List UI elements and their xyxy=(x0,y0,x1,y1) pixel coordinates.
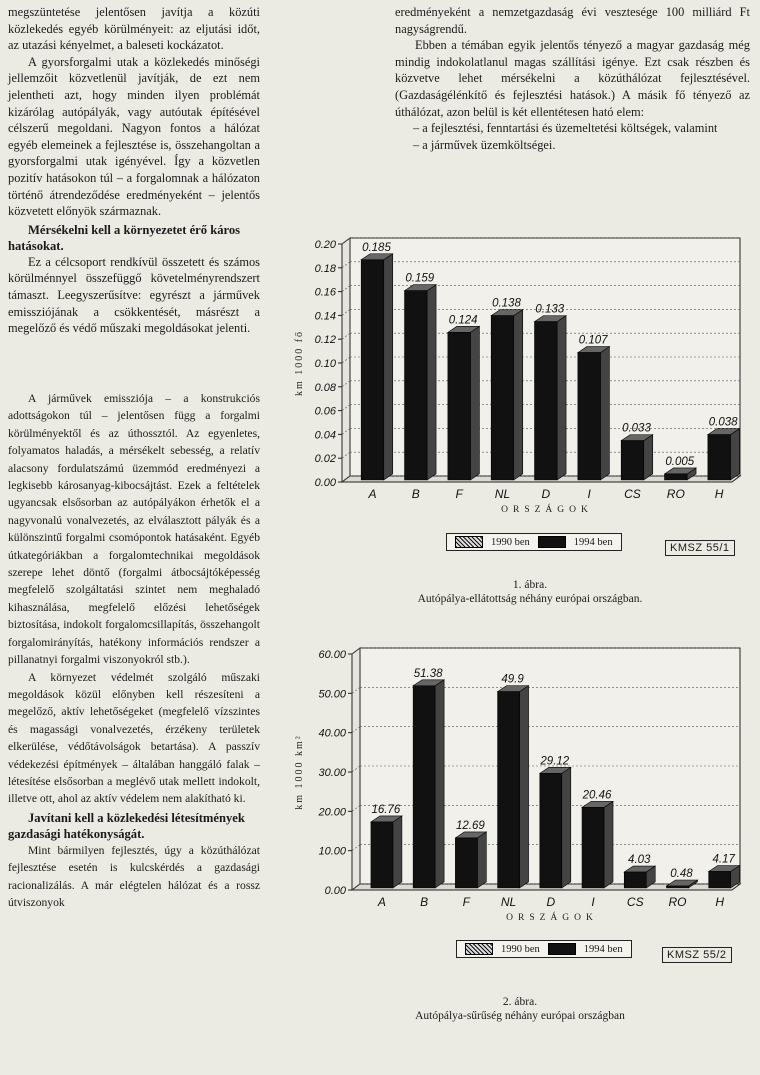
y-tick-label: 0.00 xyxy=(314,477,336,489)
bar-side xyxy=(435,680,444,888)
left-column-top xyxy=(8,4,260,337)
bar xyxy=(498,692,520,888)
figure-number: 2. ábra. xyxy=(502,996,538,1008)
bar xyxy=(582,807,604,887)
bar xyxy=(578,353,601,480)
figure-2-caption xyxy=(320,995,720,1023)
figure-title: Autópálya-sűrűség néhány európai országban xyxy=(415,1010,625,1022)
x-tick-label: I xyxy=(591,895,595,909)
x-tick-label: NL xyxy=(494,487,511,501)
legend-swatch-1990 xyxy=(465,943,493,955)
y-axis-label: km 1000 fő xyxy=(294,329,305,397)
bar-side xyxy=(477,832,486,888)
bar-side xyxy=(514,310,523,480)
bar xyxy=(455,838,477,888)
y-tick-label: 0.16 xyxy=(314,286,336,299)
y-tick-label: 0.00 xyxy=(324,885,346,897)
y-tick-label: 30.00 xyxy=(318,767,346,779)
bar xyxy=(665,474,688,480)
y-axis-label: km 1000 km² xyxy=(294,734,305,810)
data-label: 0.133 xyxy=(535,303,565,316)
x-tick-label: A xyxy=(377,895,386,909)
bar-side xyxy=(384,254,393,480)
data-label: 0.185 xyxy=(362,241,391,254)
x-tick-label: H xyxy=(714,487,724,501)
paragraph: megszüntetése jelentősen javítja a közúti közlekedés egyéb körülményeit: az eljutási időt, az utazási kényelmet, a baleseti kockázatot. xyxy=(8,5,260,53)
chart-1-legend xyxy=(446,533,622,551)
legend-swatch-1990 xyxy=(455,536,483,548)
paragraph: eredményeként a nemzetgazdaság évi vesztesége 100 milliárd Ft nagyságrendű. xyxy=(395,5,750,36)
chart-1 xyxy=(290,228,755,518)
y-tick-label: 40.00 xyxy=(318,727,346,740)
paragraph: Ez a célcsoport rendkívül összetett és számos körülménnyel összefüggő követelményrendszert támaszt. Leegyszerűsítve: egyrészt a járművek emissziójának a csökkentését, másrészt a megelőző és védő műszaki megoldásokat jelenti. xyxy=(8,254,260,336)
x-tick-label: RO xyxy=(668,895,687,909)
y-tick-label: 0.02 xyxy=(314,453,336,466)
data-label: 0.005 xyxy=(665,455,695,468)
section-heading: Javítani kell a közlekedési létesítmények gazdasági hatékonyságát. xyxy=(8,810,245,841)
right-column-text xyxy=(395,4,750,153)
legend-label-1994: 1994 ben xyxy=(573,536,613,548)
y-tick-label: 0.04 xyxy=(314,429,336,442)
y-tick-label: 0.20 xyxy=(314,239,336,251)
data-label: 29.12 xyxy=(540,755,570,768)
list-item: – a járművek üzemköltségei. xyxy=(413,137,556,152)
bar-side xyxy=(604,801,613,887)
bar-side xyxy=(600,347,609,480)
data-label: 49.9 xyxy=(501,673,524,686)
bar xyxy=(448,332,471,480)
bar xyxy=(621,441,644,480)
data-label: 20.46 xyxy=(582,789,612,802)
data-label: 0.107 xyxy=(578,334,608,347)
data-label: 4.03 xyxy=(628,854,651,867)
data-label: 4.17 xyxy=(712,853,735,866)
data-label: 0.48 xyxy=(670,868,693,881)
bar xyxy=(413,686,435,888)
data-label: 16.76 xyxy=(371,803,401,816)
legend-swatch-1994 xyxy=(538,536,566,548)
section-heading: Mérsékelni kell a környezetet érő káros hatásokat. xyxy=(8,222,241,253)
x-tick-label: B xyxy=(411,487,420,501)
bar xyxy=(540,773,562,888)
data-label: 51.38 xyxy=(413,667,443,680)
bar xyxy=(666,886,688,888)
bar xyxy=(491,316,514,480)
x-tick-label: CS xyxy=(624,487,641,501)
bar xyxy=(371,822,393,888)
bar-side xyxy=(730,429,739,480)
x-tick-label: H xyxy=(715,895,725,909)
data-label: 0.038 xyxy=(708,416,738,429)
data-label: 0.138 xyxy=(492,297,521,310)
figure-1-caption xyxy=(330,578,730,606)
x-tick-label: B xyxy=(420,895,429,909)
x-tick-label: F xyxy=(462,895,471,909)
bar-side xyxy=(557,316,566,480)
x-tick-label: D xyxy=(541,487,551,501)
y-tick-label: 0.06 xyxy=(314,405,336,418)
data-label: 0.124 xyxy=(448,314,478,327)
paragraph: A környezet védelmét szolgáló műszaki megoldások közül előnyben kell részesíteni a megelőző, aktív lehetőségeket (megfelelő vízszintes és magassági vonalvezetés, érzékeny területek elkerülése, védőtávolságok betartása). A passzív védekezési építmények – általában hanggáló falak – létesítése elsősorban a meglévő utak mellett indokolt, illetve ott, ahol az aktív védelem nem alakítható ki. xyxy=(8,670,260,806)
figure-code: KMSZ 55/2 xyxy=(662,947,732,963)
y-tick-label: 0.10 xyxy=(314,358,336,370)
x-axis-label: ORSZÁGOK xyxy=(501,505,593,515)
y-tick-label: 0.12 xyxy=(314,334,336,347)
bar-side xyxy=(644,435,653,480)
figure-title: Autópálya-ellátottság néhány európai országban. xyxy=(417,593,643,605)
bar xyxy=(535,322,558,480)
y-tick-label: 50.00 xyxy=(318,688,346,701)
x-tick-label: A xyxy=(368,487,377,501)
x-tick-label: F xyxy=(455,487,463,501)
left-column-bottom xyxy=(8,390,260,911)
x-tick-label: D xyxy=(546,895,556,909)
y-tick-label: 0.14 xyxy=(314,310,336,323)
chart-1-svg xyxy=(290,228,755,518)
y-tick-label: 20.00 xyxy=(318,806,346,819)
bullet-list xyxy=(395,120,750,153)
figure-code: KMSZ 55/1 xyxy=(665,540,735,556)
x-tick-label: CS xyxy=(626,895,644,909)
bar-side xyxy=(393,816,402,888)
y-tick-label: 0.18 xyxy=(314,262,336,275)
x-axis-label: ORSZÁGOK xyxy=(506,913,598,923)
legend-label-1994: 1994 ben xyxy=(583,943,623,955)
x-tick-label: NL xyxy=(500,895,517,909)
paragraph: A járművek emissziója – a konstrukciós adottságokon túl – jelentősen függ a forgalmi körülményektől és az úthossztól. Az egyenletes, folyamatos haladás, a mérsékelt sebesség, a relatív alacsony fordulatszámú üzemmód eredményezi a legkisebb károsanyag-kibocsájtást. Ezek a feltételek ugyancsak elsősorban az autópályákon érhetők el a nagyvonalú vonalvezetés, az elválasztott pályák és a különszintű forgalmi csomópontok hatásaként. Egyéb útkategóriákban a forgalomtechnikai megoldások szerepe lehet döntő (forgalmi átbocsájtóképesség megfelelő szolgáltatási szintet nem meghaladó kihasználása, megfelelő előzési lehetőségek biztosítása, indokolt forgalomcsillapítás, összehangolt forgalomirányítás, hatékony információs rendszer a pillanatnyi forgalmi viszonyokról stb.). xyxy=(8,392,260,667)
y-tick-label: 10.00 xyxy=(318,845,346,858)
y-tick-label: 60.00 xyxy=(318,649,346,661)
paragraph: A gyorsforgalmi utak a közlekedés minőségi jellemzőit közvetlenül javítják, de ezt nem jelentheti azt, hogy minden ilyen problémát kizárólag autópályák, vagy autóutak építésével célszerű megoldani. Nagyon fontos a hálózat egyéb elemeinek a fejlesztése is, összehangoltan a gyorsforgalmi utak igényével. Így a közvetlen pozitív hatásokon túl – a forgalomnak a hálózaton történő átrendeződése eredményeként – jelentős közvetett előnyök származnak. xyxy=(8,54,260,219)
bar xyxy=(361,260,384,480)
data-label: 0.033 xyxy=(622,422,651,435)
paragraph: Ebben a témában egyik jelentős tényező a magyar gazdaság még mindig indokolatlanul magas szállítási igénye. Ezt csak részben és közvetve lehet mérsékelni a közúthálózat fejlesztésével. (Gazdaságélénkítő és fejlesztési hatások.) A másik fő tényező az úthálózat, azon belül is két ellentétesen ható elem: xyxy=(395,38,750,119)
chart-2-svg xyxy=(290,640,755,930)
bar xyxy=(709,871,731,887)
bar-side xyxy=(427,285,436,480)
chart-2 xyxy=(290,640,755,930)
x-tick-label: I xyxy=(587,487,591,501)
data-label: 0.159 xyxy=(405,272,435,285)
chart-2-legend xyxy=(456,940,632,958)
bar xyxy=(624,872,646,888)
y-tick-label: 0.08 xyxy=(314,381,336,394)
list-item: – a fejlesztési, fenntartási és üzemeltetési költségek, valamint xyxy=(413,121,718,136)
legend-swatch-1994 xyxy=(548,943,576,955)
bar-side xyxy=(562,767,571,888)
legend-label-1990: 1990 ben xyxy=(491,536,530,548)
data-label: 12.69 xyxy=(455,819,485,832)
x-tick-label: RO xyxy=(666,487,685,501)
figure-number: 1. ábra. xyxy=(512,579,548,591)
bar xyxy=(405,291,428,480)
bar-side xyxy=(520,686,529,888)
paragraph: Mint bármilyen fejlesztés, úgy a közúthálózat fejlesztése esetén is kulcskérdés a gazdasági racionalizálás. A már elégtelen hálózat és a rossz útviszonyok xyxy=(8,843,260,909)
bar-side xyxy=(470,326,479,480)
legend-label-1990: 1990 ben xyxy=(501,943,540,955)
bar xyxy=(708,435,731,480)
